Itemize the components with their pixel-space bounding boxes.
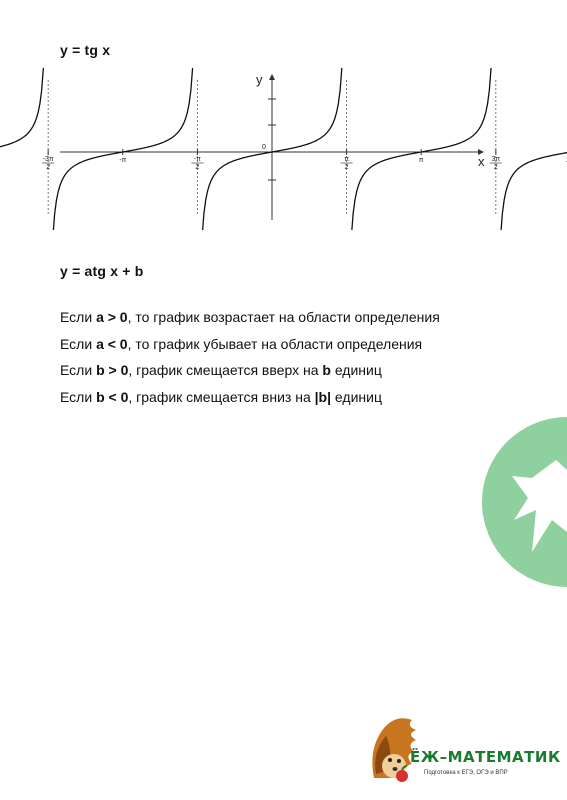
rule-line: Если a < 0, то график убывает на области определения [60,335,423,352]
x-tick-denominator: 2 [46,164,51,171]
rule-line: Если b < 0, график смещается вниз на |b| единиц [60,388,382,405]
function-title-tan: y = tg x [60,42,111,58]
rule-line: Если a > 0, то график возрастает на области определения [60,309,440,325]
x-tick-label: π [418,157,424,164]
x-tick-label: 3π [491,156,501,163]
x-tick-denominator: 2 [344,164,349,171]
x-tick-label: -π [193,156,201,163]
function-title-general: y = atg x + b [60,263,144,279]
x-tick-label: -π [119,157,127,164]
logo [360,708,560,788]
x-tick-label: π [344,156,350,163]
rule-line: Если b > 0, график смещается вверх на b единиц [60,362,382,378]
logo-title: ЁЖ–МАТЕМАТИК [410,748,561,766]
logo-subtitle: Подготовка к ЕГЭ, ОГЭ и ВПР [424,770,508,776]
y-axis-label: y [256,72,263,87]
x-tick-denominator: 2 [195,164,200,171]
origin-label: 0 [262,144,266,151]
x-tick-label: -3π [42,156,54,163]
x-tick-denominator: 2 [493,164,498,171]
x-axis-label: x [478,154,485,169]
